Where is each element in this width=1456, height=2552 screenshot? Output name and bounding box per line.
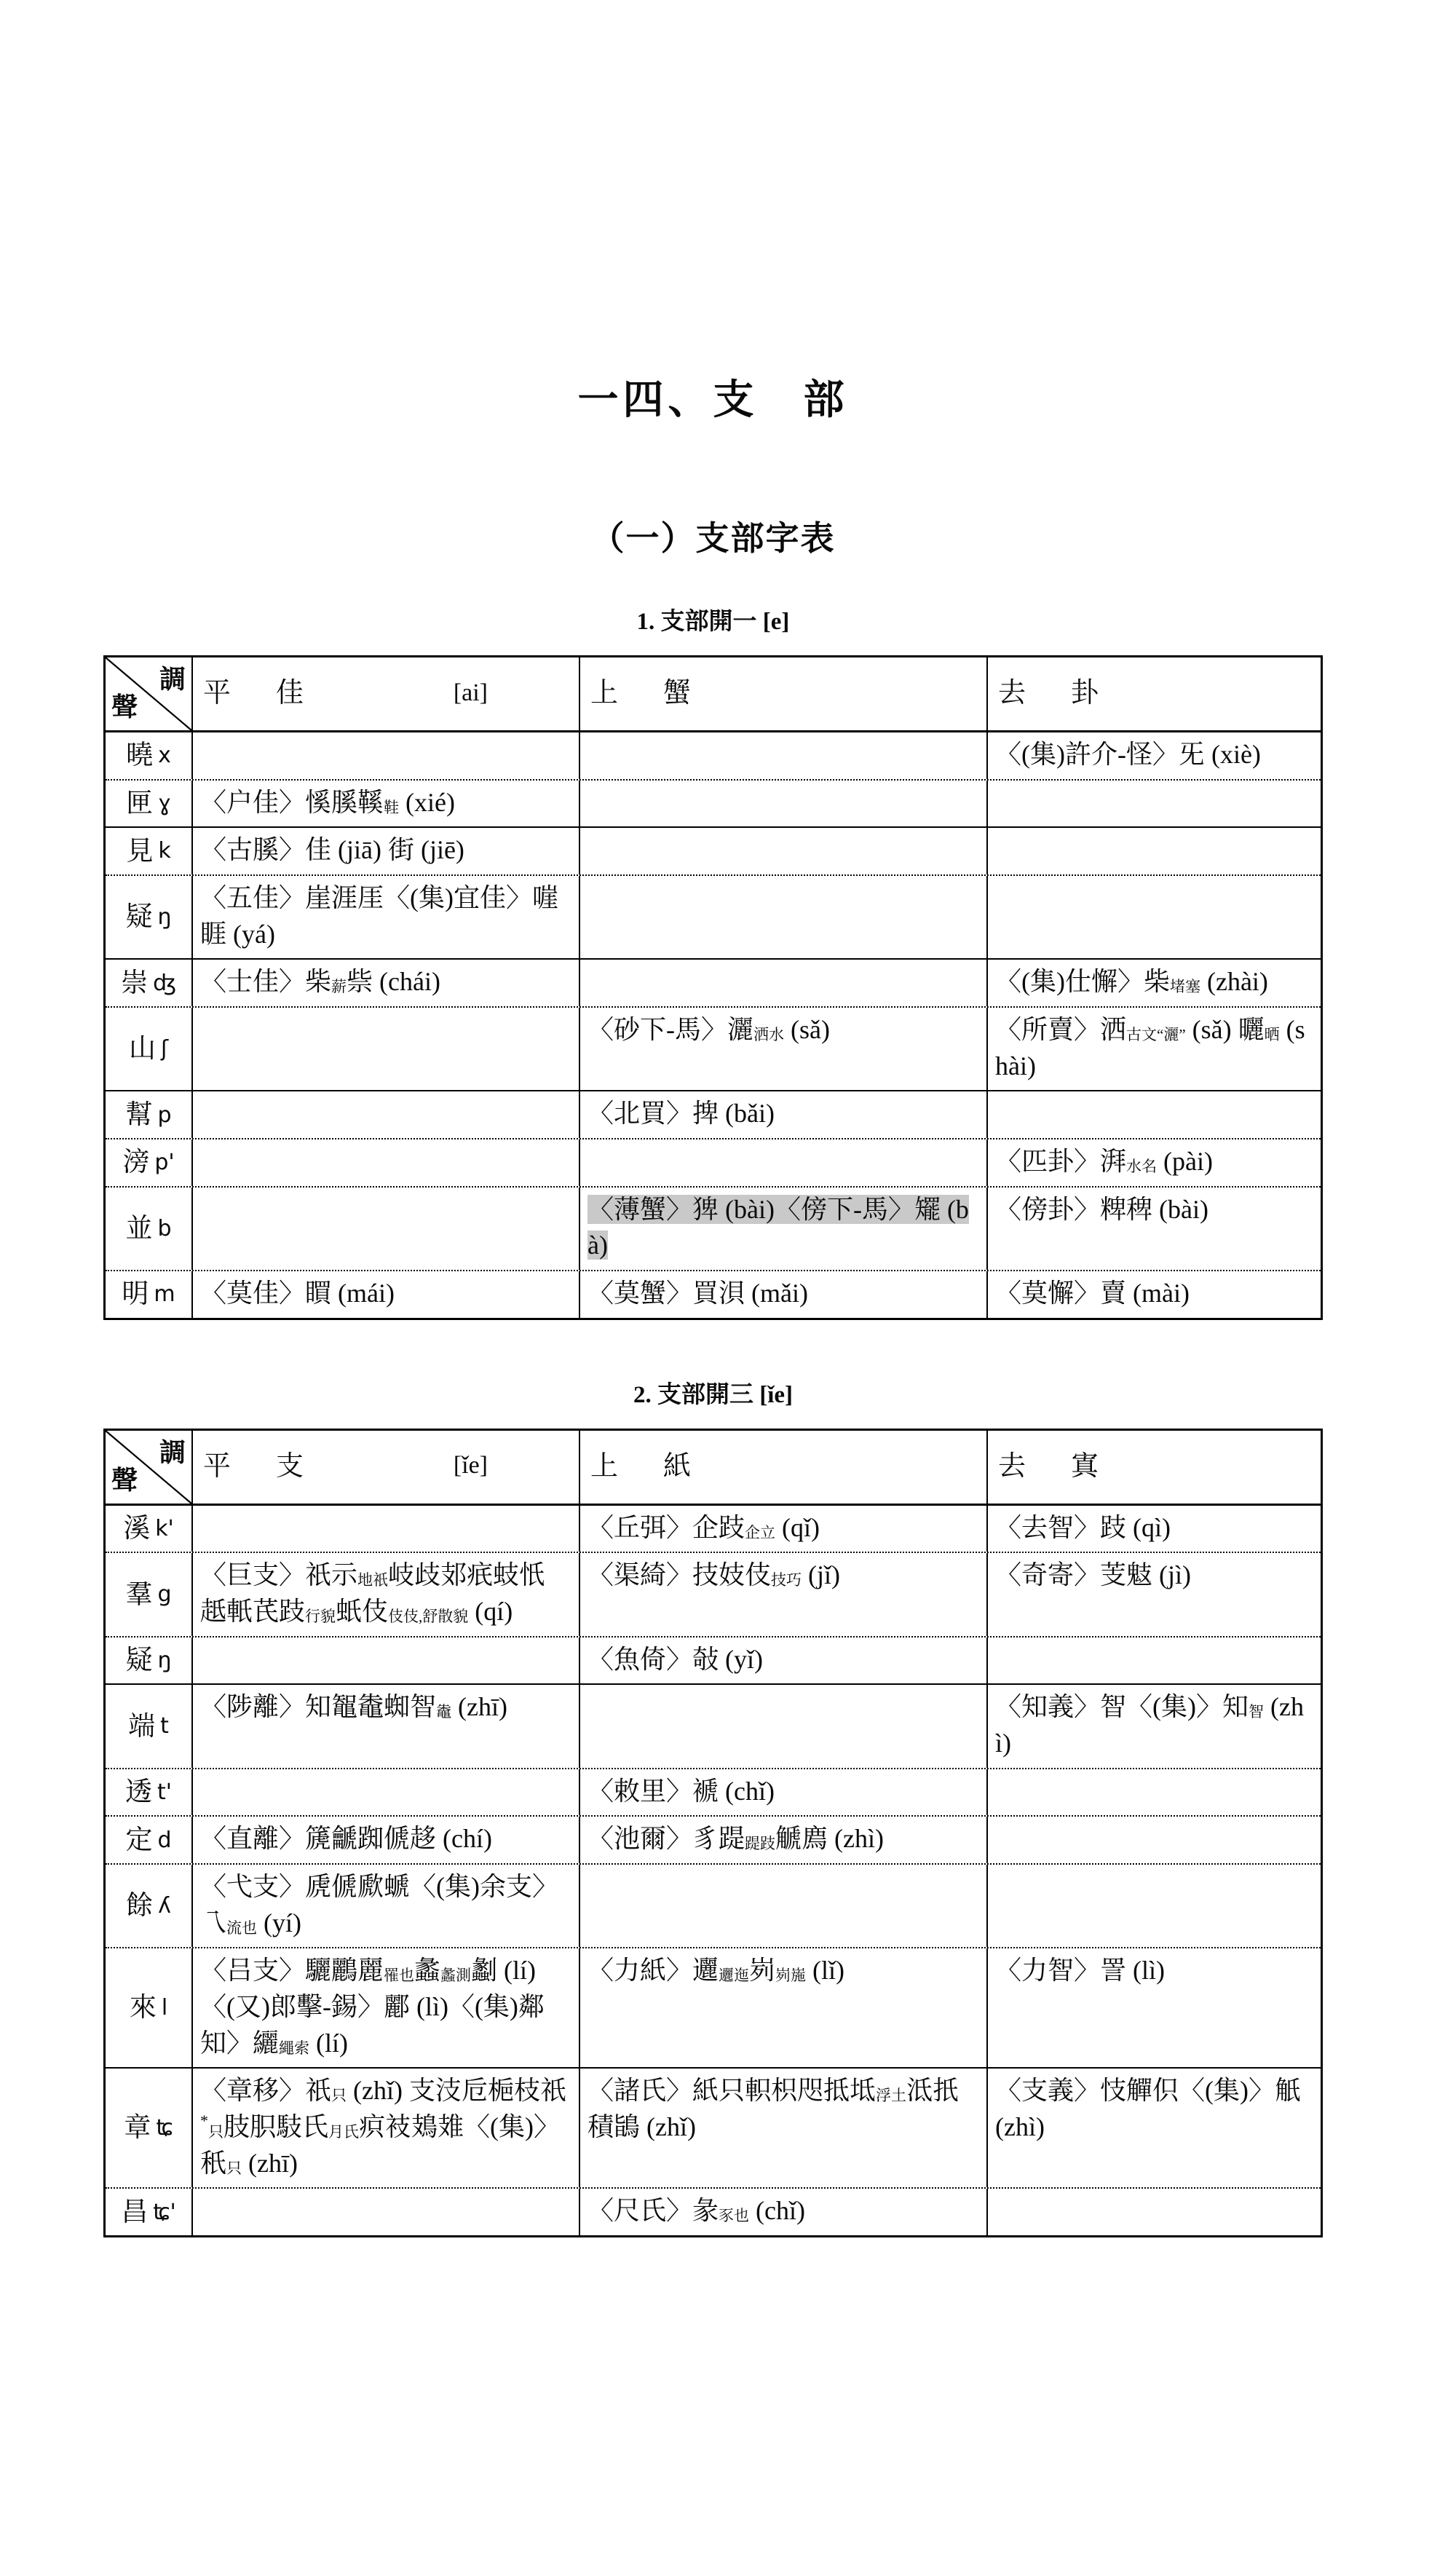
- rime-label: 寘: [1071, 1450, 1099, 1482]
- entry-cell: [579, 1139, 986, 1186]
- entry-cell: [579, 1091, 986, 1138]
- initial-character: 山: [128, 1034, 156, 1064]
- table-row: [106, 732, 1321, 781]
- entry-text: 〈傍卦〉粺稗 (bài): [995, 1194, 1208, 1224]
- initial-character: 幫: [125, 1099, 153, 1130]
- initial-character: 端: [128, 1711, 156, 1742]
- entry-cell: [986, 876, 1321, 958]
- entry-text: 蠡: [414, 1956, 441, 1986]
- entry-cell: [986, 960, 1321, 1006]
- entry-cell: [191, 1685, 579, 1767]
- entry-text: 峛: [749, 1956, 776, 1986]
- entry-cell: [191, 1139, 579, 1186]
- gloss-small: 只: [226, 2159, 242, 2177]
- entry-text: 〈渠綺〉技妓伎: [587, 1560, 772, 1590]
- entry-text: 〈力紙〉邐: [587, 1956, 719, 1986]
- entry-text: (jǐ): [802, 1560, 840, 1590]
- entry-cell: [579, 1865, 986, 1947]
- entry-text: 劙 (lí)〈(又)郎擊-錫〉酈 (lì)〈(集)鄰知〉纚: [200, 1956, 545, 2058]
- entry-text: 肢胑馶氏: [223, 2112, 329, 2142]
- ipa-symbol: ŋ: [157, 904, 172, 930]
- ipa-symbol: t: [160, 1713, 169, 1739]
- entry-cell: [986, 1271, 1321, 1318]
- phonology-table: [103, 1429, 1323, 2237]
- ipa-symbol: ɣ: [158, 790, 171, 816]
- gloss-small: 伎伎,舒散貌: [388, 1608, 469, 1626]
- entry-cell: [191, 1817, 579, 1863]
- entry-cell: [579, 876, 986, 958]
- entry-text: 〈北買〉捭 (bǎi): [587, 1099, 775, 1129]
- table-row: [106, 781, 1321, 829]
- table-row: [106, 960, 1321, 1008]
- entry-cell: [986, 2069, 1321, 2187]
- ipa-symbol: ʨ: [156, 2115, 173, 2141]
- entry-text: 〈力智〉詈 (lì): [995, 1956, 1165, 1986]
- rime-label: 蟹: [663, 677, 692, 708]
- gloss-small: 晒: [1264, 1026, 1280, 1044]
- gloss-small: 流也: [226, 1919, 258, 1937]
- table-row: [106, 2069, 1321, 2189]
- table-row: [106, 1817, 1321, 1865]
- initial-cell: [106, 1948, 191, 2067]
- ipa-symbol: p: [157, 1102, 172, 1128]
- initial-cell: [106, 781, 191, 827]
- initial-character: 透: [124, 1777, 152, 1808]
- column-header-2: [579, 1431, 986, 1504]
- entry-cell: [986, 1091, 1321, 1138]
- entry-cell: [986, 732, 1321, 779]
- entry-cell: [579, 1685, 986, 1767]
- entry-cell: [579, 1188, 986, 1270]
- corner-label-tone: 調: [159, 665, 186, 694]
- table-header-row: [106, 657, 1321, 732]
- entry-text: (qǐ): [775, 1512, 820, 1542]
- section-heading: 2. 支部開三 [ǐe]: [633, 1381, 794, 1408]
- initial-cell: [106, 1271, 191, 1318]
- entry-text: (sǎ) 曬: [1185, 1015, 1265, 1045]
- entry-cell: [986, 1685, 1321, 1767]
- entry-cell: [191, 1865, 579, 1947]
- ipa-symbol: ʤ: [153, 970, 176, 996]
- entry-cell: [986, 781, 1321, 827]
- entry-cell: [579, 2069, 986, 2187]
- rime-label: 卦: [1071, 677, 1099, 708]
- gloss-small: 堵塞: [1169, 978, 1200, 996]
- ipa-symbol: k: [158, 838, 171, 864]
- initial-character: 並: [125, 1213, 153, 1244]
- entry-text: 〈去智〉跂 (qì): [995, 1512, 1171, 1542]
- initial-character: 章: [124, 2113, 151, 2144]
- entry-text: 〈陟離〉知鼅鼄蜘智: [200, 1692, 437, 1722]
- tone-label: 上: [590, 677, 619, 708]
- entry-text: 岐歧𨙸疧蚑忯赿軝芪跂: [200, 1560, 546, 1627]
- table-row: [106, 1008, 1321, 1091]
- initial-character: 匣: [126, 788, 154, 818]
- initial-character: 疑: [125, 1646, 153, 1676]
- ipa-symbol: ʎ: [158, 1893, 171, 1919]
- page-content: [103, 368, 1323, 2237]
- entry-text: 〈(集)許介-怪〉旡 (xiè): [995, 740, 1261, 769]
- table-row: [106, 2189, 1321, 2235]
- entry-cell: [579, 1948, 986, 2067]
- ipa-symbol: k': [155, 1515, 174, 1541]
- entry-text: 〈奇寄〉芰鬾 (jì): [995, 1560, 1191, 1590]
- table-row: [106, 1638, 1321, 1686]
- ipa-symbol: p': [154, 1150, 175, 1176]
- entry-text: 疻衼鳷䧴〈(集)〉秖: [200, 2112, 560, 2178]
- entry-cell: [191, 960, 579, 1006]
- gloss-small: 邐迤: [719, 1967, 750, 1985]
- entry-cell: [986, 1139, 1321, 1186]
- entry-text: 〈丘弭〉企跂: [587, 1512, 745, 1542]
- entry-cell: [579, 960, 986, 1006]
- tone-initial-corner-cell: [106, 657, 191, 730]
- entry-cell: [986, 1188, 1321, 1270]
- entry-text: 〈莫蟹〉買浿 (mǎi): [587, 1279, 808, 1308]
- entry-cell: [986, 1817, 1321, 1863]
- footnote-asterisk: *: [200, 2111, 208, 2130]
- ipa-symbol: x: [158, 743, 171, 769]
- entry-text: (zhǐ) 支汥卮梔枝祇: [347, 2076, 566, 2106]
- initial-cell: [106, 732, 191, 779]
- entry-text: 〈砂下-馬〉灑: [587, 1015, 753, 1045]
- entry-text: 〈巨支〉祇示: [200, 1560, 358, 1590]
- entry-text: 〈尺氏〉彖: [587, 2196, 719, 2226]
- initial-character: 定: [125, 1825, 153, 1855]
- entry-text: 〈池爾〉豸踶: [587, 1824, 745, 1854]
- gloss-small: 地祇: [357, 1571, 389, 1589]
- entry-text: (sǎ): [784, 1015, 830, 1045]
- entry-cell: [986, 1638, 1321, 1684]
- gloss-small: 罹也: [384, 1967, 415, 1985]
- initial-cell: [106, 1188, 191, 1270]
- corner-label-initial: 聲: [111, 1466, 138, 1496]
- gloss-small: 鞋: [384, 798, 400, 816]
- initial-character: 見: [126, 836, 154, 866]
- gloss-small: 月氏: [328, 2123, 360, 2141]
- ipa-symbol: b: [157, 1215, 172, 1241]
- initial-cell: [106, 1817, 191, 1863]
- entry-text: 〈支義〉忮觶伿〈(集)〉觗 (zhì): [995, 2076, 1301, 2142]
- table-row: [106, 1769, 1321, 1817]
- entry-text: (lǐ): [806, 1956, 845, 1986]
- ipa-symbol: ʨ': [153, 2199, 176, 2225]
- entry-text: (shài): [995, 1015, 1305, 1081]
- corner-label-initial: 聲: [111, 692, 138, 722]
- entry-text: 〈莫佳〉䁲 (mái): [200, 1279, 395, 1308]
- ipa-symbol: ʃ: [160, 1036, 169, 1062]
- gloss-small: 豕也: [719, 2207, 750, 2225]
- table-row: [106, 1553, 1321, 1637]
- entry-text: (zhì): [995, 1692, 1304, 1758]
- rime-label: 支: [276, 1450, 304, 1482]
- page-subtitle: （一）支部字表: [590, 520, 836, 557]
- entry-cell: [191, 1948, 579, 2067]
- entry-text: 〈直離〉篪䶵踟傂趍 (chí): [200, 1824, 492, 1854]
- initial-character: 溪: [123, 1514, 151, 1544]
- initial-cell: [106, 876, 191, 958]
- entry-cell: [191, 1091, 579, 1138]
- gloss-small: 浮土: [876, 2087, 907, 2105]
- entry-cell: [191, 732, 579, 779]
- column-header-2: [579, 657, 986, 730]
- gloss-small: 蠡測: [440, 1967, 472, 1985]
- tone-label: 平: [203, 677, 232, 708]
- initial-cell: [106, 1769, 191, 1816]
- entry-text: 〈匹卦〉湃: [995, 1147, 1127, 1177]
- entry-text: 〈敕里〉褫 (chǐ): [587, 1776, 775, 1806]
- entry-cell: [579, 1553, 986, 1635]
- gloss-small: 行貌: [305, 1608, 336, 1626]
- entry-text: (qí): [468, 1597, 513, 1627]
- initial-character: 明: [122, 1279, 149, 1310]
- entry-cell: [579, 1638, 986, 1684]
- entry-cell: [579, 1769, 986, 1816]
- entry-cell: [579, 1506, 986, 1552]
- initial-character: 餘: [126, 1891, 154, 1921]
- entry-cell: [579, 1008, 986, 1090]
- entry-text: (zhī): [242, 2148, 298, 2178]
- entry-text: 〈(集)仕懈〉柴: [995, 967, 1170, 997]
- gloss-small: 只: [331, 2087, 347, 2105]
- gloss-small: 智: [1248, 1703, 1264, 1721]
- entry-cell: [191, 1506, 579, 1552]
- ipa-symbol: t': [157, 1779, 172, 1805]
- entry-text: 〈薄蟹〉猈 (bài)〈傍下-馬〉矲 (bà): [587, 1194, 969, 1260]
- ipa-symbol: g: [157, 1581, 172, 1608]
- entry-cell: [191, 1638, 579, 1684]
- gloss-small: 企立: [745, 1523, 776, 1541]
- entry-cell: [579, 828, 986, 874]
- entry-text: (zhī): [451, 1692, 507, 1722]
- ipa-symbol: d: [157, 1827, 172, 1853]
- ipa-symbol: m: [154, 1281, 175, 1308]
- entry-cell: [579, 1271, 986, 1318]
- entry-text: 泜扺積鴲 (zhǐ): [587, 2076, 960, 2142]
- initial-character: 來: [129, 1993, 157, 2023]
- entry-cell: [191, 2189, 579, 2235]
- table-row: [106, 1948, 1321, 2069]
- gloss-small: 古文“灑”: [1126, 1026, 1186, 1044]
- rime-label: 紙: [663, 1450, 692, 1482]
- sections-container: [103, 602, 1323, 2237]
- entry-cell: [191, 2069, 579, 2187]
- tone-label: 去: [998, 677, 1026, 708]
- entry-cell: [191, 828, 579, 874]
- entry-cell: [579, 1817, 986, 1863]
- ipa-symbol: l: [161, 1995, 168, 2021]
- entry-text: 〈所賣〉洒: [995, 1015, 1127, 1045]
- initial-character: 羣: [125, 1579, 153, 1610]
- entry-cell: [986, 2189, 1321, 2235]
- initial-character: 滂: [122, 1147, 150, 1178]
- entry-text: 〈莫懈〉賣 (mài): [995, 1279, 1190, 1308]
- initial-character: 昌: [121, 2197, 149, 2227]
- entry-cell: [579, 781, 986, 827]
- entry-text: 〈弋支〉虒傂歋螔〈(集)余支〉乁: [200, 1872, 558, 1937]
- section-heading: 1. 支部開一 [e]: [636, 609, 790, 635]
- entry-text: 祡 (chái): [347, 967, 440, 997]
- entry-text: 〈士佳〉柴: [200, 967, 332, 997]
- entry-cell: [191, 876, 579, 958]
- tone-label: 平: [203, 1450, 232, 1482]
- column-header-1: [191, 657, 579, 730]
- column-header-3: [986, 657, 1321, 730]
- initial-cell: [106, 1091, 191, 1138]
- entry-cell: [986, 1553, 1321, 1635]
- rime-label: 佳: [276, 677, 304, 708]
- page-title: 一四、支 部: [577, 378, 849, 423]
- entry-cell: [191, 1188, 579, 1270]
- entry-text: (zhài): [1200, 967, 1268, 997]
- initial-cell: [106, 2189, 191, 2235]
- initial-cell: [106, 960, 191, 1006]
- entry-text: 〈吕支〉驪鸝麗: [200, 1956, 384, 1986]
- entry-cell: [191, 781, 579, 827]
- rime-ipa-label: [ai]: [453, 679, 488, 706]
- entry-text: 〈户佳〉慀膎鞵: [200, 787, 384, 817]
- tone-label: 上: [590, 1450, 619, 1482]
- initial-cell: [106, 828, 191, 874]
- initial-cell: [106, 1553, 191, 1635]
- entry-text: (xié): [399, 787, 455, 817]
- entry-cell: [191, 1008, 579, 1090]
- entry-cell: [986, 1506, 1321, 1552]
- table-row: [106, 876, 1321, 960]
- tone-initial-corner-cell: [106, 1431, 191, 1504]
- initial-cell: [106, 1139, 191, 1186]
- entry-text: 〈五佳〉崖涯厓〈(集)宜佳〉嘊睚 (yá): [200, 883, 558, 949]
- entry-cell: [986, 828, 1321, 874]
- table-row: [106, 1506, 1321, 1554]
- table-row: [106, 1091, 1321, 1139]
- entry-text: 〈章移〉祇: [200, 2076, 332, 2106]
- initial-character: 疑: [125, 902, 153, 933]
- gloss-small: 鼄: [436, 1703, 452, 1721]
- column-header-1: [191, 1431, 579, 1504]
- entry-cell: [579, 732, 986, 779]
- table-row: [106, 1865, 1321, 1948]
- gloss-small: 繩索: [279, 2039, 310, 2057]
- entry-text: (chǐ): [749, 2196, 805, 2226]
- entry-text: (pài): [1157, 1147, 1213, 1177]
- initial-cell: [106, 1008, 191, 1090]
- rime-ipa-label: [ǐe]: [453, 1452, 488, 1480]
- entry-text: 蚔伎: [336, 1597, 389, 1627]
- column-header-3: [986, 1431, 1321, 1504]
- initial-cell: [106, 2069, 191, 2187]
- gloss-small: 踶跂: [745, 1835, 776, 1853]
- entry-text: 〈知義〉智〈(集)〉知: [995, 1692, 1249, 1722]
- ipa-symbol: ŋ: [157, 1647, 172, 1673]
- entry-text: 〈魚倚〉敧 (yǐ): [587, 1644, 763, 1674]
- initial-cell: [106, 1638, 191, 1684]
- table-row: [106, 828, 1321, 876]
- entry-cell: [579, 2189, 986, 2235]
- entry-text: (yí): [257, 1908, 301, 1937]
- table-header-row: [106, 1431, 1321, 1506]
- tone-label: 去: [998, 1450, 1026, 1482]
- entry-cell: [986, 1865, 1321, 1947]
- entry-text: 䚦廌 (zhì): [775, 1824, 884, 1854]
- gloss-small: 水名: [1126, 1158, 1158, 1176]
- table-row: [106, 1685, 1321, 1769]
- gloss-small: 技巧: [771, 1571, 802, 1589]
- initial-cell: [106, 1865, 191, 1947]
- gloss-small: 峛崺: [775, 1967, 807, 1985]
- entry-text: 〈古膎〉佳 (jiā) 街 (jiē): [200, 835, 464, 865]
- entry-text: 〈諸氏〉紙只軹枳咫抵坻: [587, 2076, 877, 2106]
- corner-label-tone: 調: [159, 1437, 186, 1467]
- initial-character: 曉: [126, 740, 154, 771]
- phonology-table: [103, 655, 1323, 1320]
- initial-character: 崇: [121, 968, 149, 998]
- gloss-small: 只: [208, 2123, 223, 2141]
- entry-cell: [986, 1769, 1321, 1816]
- initial-cell: [106, 1685, 191, 1767]
- entry-cell: [191, 1553, 579, 1635]
- entry-cell: [191, 1769, 579, 1816]
- table-row: [106, 1271, 1321, 1318]
- entry-cell: [986, 1008, 1321, 1090]
- table-row: [106, 1139, 1321, 1188]
- entry-cell: [191, 1271, 579, 1318]
- entry-text: (lí): [309, 2028, 348, 2058]
- initial-cell: [106, 1506, 191, 1552]
- entry-cell: [986, 1948, 1321, 2067]
- gloss-small: 薪: [331, 978, 347, 996]
- gloss-small: 洒水: [753, 1026, 784, 1044]
- table-row: [106, 1188, 1321, 1271]
